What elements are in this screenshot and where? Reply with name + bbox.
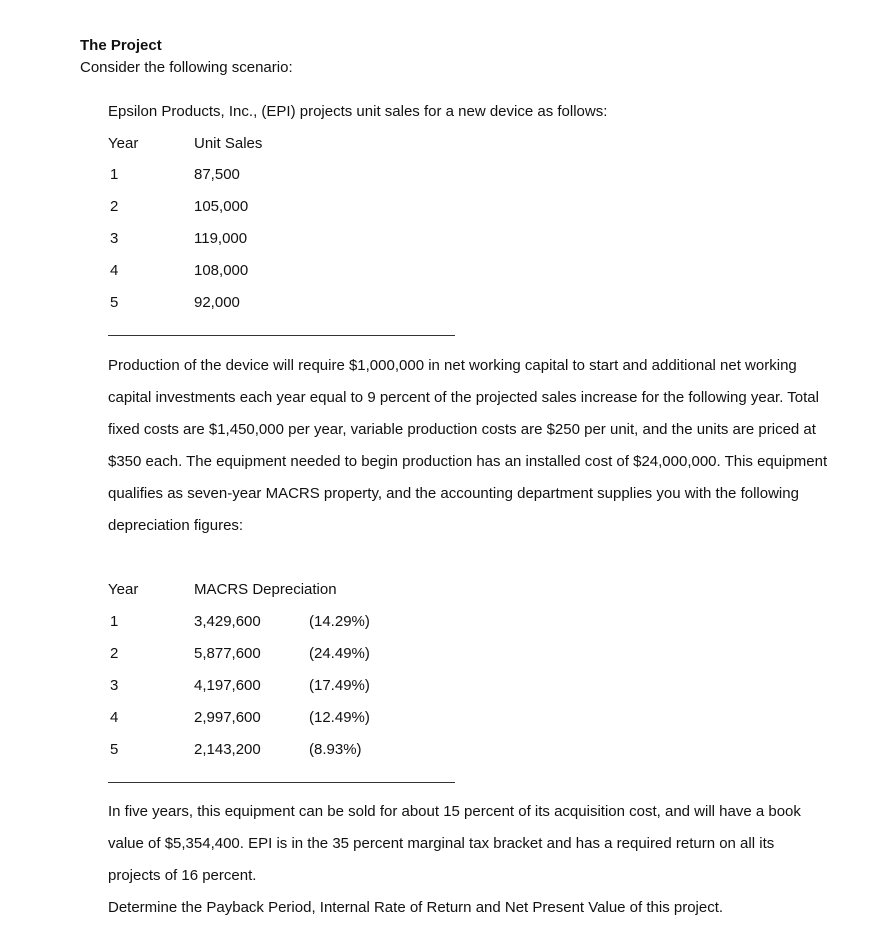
sales-intro: Epsilon Products, Inc., (EPI) projects unit sales for a new device as follows:	[108, 103, 608, 120]
sales-col-year: Year	[108, 135, 139, 152]
depr-percent: (8.93%)	[309, 741, 362, 758]
task-statement: Determine the Payback Period, Internal Rate of Return and Net Present Value of this project.	[108, 899, 724, 916]
sales-col-units: Unit Sales	[194, 135, 263, 152]
depr-percent: (24.49%)	[309, 645, 370, 662]
depr-amount: 5,877,600	[194, 645, 261, 662]
sales-units: 105,000	[194, 198, 249, 215]
closing-paragraph: In five years, this equipment can be sold for about 15 percent of its acquisition cost, and will have a book value of $5,354,400. EPI is in the 35 percent marginal tax bracket and has a required return on all its projects of 16 percent.	[108, 803, 801, 884]
depr-col-macrs: MACRS Depreciation	[194, 581, 337, 598]
depr-year: 4	[110, 709, 119, 726]
depr-year: 5	[110, 741, 119, 758]
depr-year: 1	[110, 613, 119, 630]
depr-amount: 3,429,600	[194, 613, 261, 630]
depr-percent: (14.29%)	[309, 613, 370, 630]
sales-units: 108,000	[194, 262, 249, 279]
sales-year: 3	[110, 230, 119, 247]
depr-amount: 4,197,600	[194, 677, 261, 694]
sales-year: 4	[110, 262, 119, 279]
depr-percent: (17.49%)	[309, 677, 370, 694]
page-subtitle: Consider the following scenario:	[80, 59, 293, 76]
sales-year: 5	[110, 294, 119, 311]
depr-percent: (12.49%)	[309, 709, 370, 726]
depr-col-year: Year	[108, 581, 139, 598]
divider	[108, 335, 455, 336]
depr-amount: 2,143,200	[194, 741, 261, 758]
depr-year: 2	[110, 645, 119, 662]
sales-units: 87,500	[194, 166, 240, 183]
depr-year: 3	[110, 677, 119, 694]
depr-amount: 2,997,600	[194, 709, 261, 726]
sales-year: 2	[110, 198, 119, 215]
sales-units: 119,000	[194, 230, 248, 247]
sales-units: 92,000	[194, 294, 240, 311]
divider	[108, 782, 455, 783]
sales-year: 1	[110, 166, 119, 183]
page-title: The Project	[80, 37, 162, 54]
production-paragraph: Production of the device will require $1,000,000 in net working capital to start and additional net working capital investments each year equal to 9 percent of the projected sales increase for the following year. Total fixed costs are $1,450,000 per year, variable production costs are $250 per unit, and the units are priced at $350 each. The equipment needed to begin production has an installed cost of $24,000,000. This equipment qualifies as seven-year MACRS property, and the accounting department supplies you with the following depreciation figures:	[108, 357, 828, 534]
